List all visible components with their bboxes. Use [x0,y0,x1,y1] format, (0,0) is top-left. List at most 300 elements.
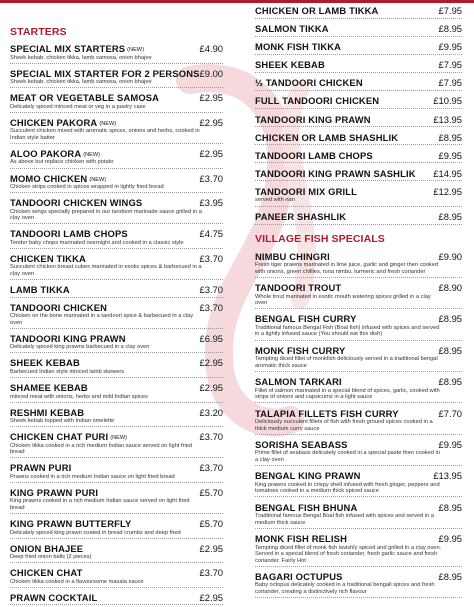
menu-item-price: £8.95 [438,344,462,356]
menu-item-description: Sheek kebab topped with Indian omelette [10,418,115,425]
menu-item-name-text: TANDOORI LAMB CHOPS [10,228,128,240]
menu-item-name [10,253,86,264]
menu-item-header [255,114,462,125]
menu-item [255,114,462,130]
menu-item [10,382,223,405]
menu-item-description: Sheek kebab, chicken tikka, lamb samosa, onion bhajee [10,79,152,86]
dotted-divider [255,371,462,372]
menu-item [10,68,223,91]
menu-item [255,168,462,184]
menu-item-header [10,487,223,498]
menu-item [255,77,462,93]
menu-item-description: King prawns cooked in a rich medium Indian sauce served on light fried bread [10,498,190,512]
menu-item-price: £2.95 [199,116,223,128]
menu-item [10,148,223,171]
menu-item-name [255,5,378,16]
menu-item-name [255,282,341,293]
menu-item [10,302,223,331]
menu-item-header [255,345,462,356]
menu-item-header [10,592,223,603]
menu-item [255,5,462,21]
menu-item-name-text: SALMON TARKARI [255,376,342,388]
right-column [255,5,462,600]
menu-item-name-text: MEAT OR VEGETABLE SAMOSA [10,92,160,104]
dotted-divider [10,223,223,224]
menu-item-header [255,470,462,481]
menu-item-header [255,251,462,262]
dotted-divider [255,54,462,55]
menu-item-header [255,533,462,544]
menu-item-price: £14.95 [433,167,462,179]
menu-item-header [10,284,223,295]
dotted-divider [255,465,462,466]
menu-item [10,431,223,460]
menu-item [255,23,462,39]
menu-item-header [255,59,462,70]
menu-item [255,502,462,531]
menu-item-name [255,132,398,143]
dotted-divider [255,126,462,127]
menu-item-price: £3.70 [199,431,223,443]
menu-item-name [10,302,107,313]
dotted-divider [10,279,223,280]
menu-item-name-text: TANDOORI KING PRAWN [255,113,371,125]
dotted-divider [10,457,223,458]
menu-item-header [255,408,462,419]
menu-item [255,59,462,75]
menu-item-price: £9.90 [438,250,462,262]
menu-item [10,543,223,566]
menu-item-name-text: SHEEK KEBAB [255,59,325,71]
menu-item-price: £8.90 [438,282,462,293]
menu-item [10,592,223,607]
village-fish-title: VILLAGE FISH SPECIALS [255,232,385,245]
menu-item-name [10,173,106,184]
menu-item-name [10,43,144,54]
menu-item-price: £5.70 [199,486,223,498]
menu-item-description: Delicately spiced minced meat or veg in a pastry case [10,103,146,110]
dotted-divider [255,180,462,181]
menu-item-header [255,186,462,197]
dotted-divider [10,192,223,193]
menu-item-description: Baby octopus delicately cooked in a traditional bengali spices and fresh coriander, creating a distinctively rich flavour [255,582,435,596]
menu-item-name [10,487,98,498]
menu-item-header [10,357,223,368]
dotted-divider [10,587,223,588]
menu-item-description: As above but replace chicken with potato [10,159,114,166]
menu-item-price: £8.95 [438,131,462,143]
menu-item-price: £2.95 [199,357,223,369]
menu-item-price: £3.70 [199,301,223,313]
menu-item-price: £7.95 [438,77,462,89]
dotted-divider [10,426,223,427]
menu-item-name-text: SHEEK KEBAB [10,357,80,369]
menu-item-description: Barbecued Indian style minced lamb skewers [10,368,125,375]
menu-item-name [10,543,83,554]
menu-item-header [10,462,223,473]
dotted-divider [255,340,462,341]
menu-item [10,567,223,590]
menu-item-price: £6.95 [199,332,223,344]
menu-item-name-text: RESHMI KEBAB [10,406,85,418]
menu-item-name-text: ALOO PAKORA [10,147,82,159]
menu-item-name-text: TANDOORI KING PRAWN SASHLIK [255,167,416,179]
menu-item-description: Tender baby chops marinated overnight and cooked in a classic style [10,239,184,246]
menu-item-name-text: ONION BHAJEE [10,542,84,554]
menu-item-header [10,117,223,128]
menu-item-price: £7.95 [438,59,462,71]
dotted-divider [255,36,462,37]
menu-item-header [255,502,462,513]
menu-item-name [255,77,363,88]
menu-item-description: minced meat with onions, herbs and mild Indian spices [10,393,148,400]
menu-item-name [255,571,343,582]
menu-item-header [10,228,223,239]
menu-item-name [255,251,330,262]
menu-item-header [10,518,223,529]
menu-item-name [10,92,159,103]
menu-item-header [10,431,223,442]
menu-item-name [255,114,371,125]
menu-item-name-text: BENGAL FISH BHUNA [255,501,358,513]
menu-item-name-text: PRAWN PURI [10,462,72,474]
menu-item-name-text: ½ TANDOORI CHICKEN [255,77,363,89]
menu-item-name-text: LAMB TIKKA [10,284,70,296]
starters-title: STARTERS [10,26,67,38]
dotted-divider [255,496,462,497]
menu-item-header [255,5,462,16]
menu-item-name [255,470,361,481]
menu-item-name-text: TANDOORI KING PRAWN [10,332,126,344]
menu-item-description: Fillet of salmon marinated in a special blend of spices, garlic, cooked with strips of onions and capsicums in a light sauce [255,387,440,401]
menu-item [255,439,462,468]
menu-item-name-text: TANDOORI MIX GRILL [255,185,357,197]
dotted-divider [255,144,462,145]
dotted-divider [255,434,462,435]
menu-item-header [255,211,462,222]
menu-item-price: £9.95 [438,438,462,450]
menu-item [255,132,462,148]
dotted-divider [10,168,223,169]
new-tag: (NEW) [99,120,117,127]
menu-item-name-text: BENGAL FISH CURRY [255,313,357,325]
menu-item-name [255,533,347,544]
menu-item-price: £3.70 [199,252,223,264]
menu-item-header [10,148,223,159]
menu-item-header [10,173,223,184]
menu-item [255,150,462,166]
dotted-divider [10,377,223,378]
menu-item-header [10,302,223,313]
dotted-divider [10,513,223,514]
menu-item-name [255,345,345,356]
menu-item [255,186,462,209]
menu-item-price: £8.95 [438,313,462,325]
menu-item [255,211,462,227]
menu-item [255,470,462,499]
dotted-divider [10,538,223,539]
menu-item-description: Delicately spiced king prawns barbecued in a clay oven [10,344,150,351]
menu-item [255,408,462,437]
menu-item-description: King prawns cooked in crispy shell infused with fresh ginger, peppers and tomatoes cooked in a medium thick spiced sauce [255,481,440,495]
grills-list [255,5,462,227]
menu-item-name [10,518,131,529]
menu-item-header [255,313,462,324]
menu-item-price: £8.95 [438,501,462,513]
menu-item-name-text: SORISHA SEABASS [255,438,348,450]
menu-item-name-text: CHICKEN CHAT [10,567,83,579]
menu-item [255,345,462,374]
menu-item-description: Deliciously succulent fillets of fish with fresh ground spices cooked in a thick medium curry sauce [255,419,433,432]
menu-item-price: £9.95 [438,533,462,544]
dotted-divider [10,248,223,249]
menu-item-name [255,211,346,222]
menu-item-name-text: TANDOORI CHICKEN WINGS [10,197,143,209]
menu-item-header [255,439,462,450]
menu-item-header [255,77,462,88]
menu-item-name-text: BENGAL KING PRAWN [255,470,361,482]
dotted-divider [255,18,462,19]
menu-item [10,43,223,66]
menu-item-header [255,23,462,34]
menu-item-price: £8.95 [438,211,462,223]
menu-item-header [10,68,223,79]
menu-item [255,282,462,311]
menu-item-description: Prawns cooked in a rich medium Indian sauce on light fried bread [10,473,175,480]
menu-item-header [10,543,223,554]
menu-item-description: Delicately spiced king prawn coated in bread crumbs and deep fried [10,529,181,536]
menu-item-header [10,253,223,264]
menu-item-description: Deep fried onion balls (2 pieces) [10,554,92,561]
menu-item-header [255,282,462,293]
menu-item-name [255,59,325,70]
menu-item-name [255,150,373,161]
menu-item-description: Chicken tikka cooked in a flavoursome masala sauce [10,578,144,585]
menu-item-header [255,376,462,387]
menu-item-header [10,407,223,418]
menu-item-header [255,132,462,143]
menu-item-description: Chicken strips cooked in spices wrapped in lightly fried bread [10,184,164,191]
menu-item-price: £5.70 [199,518,223,530]
dotted-divider [10,328,223,329]
menu-item-name [255,408,399,419]
new-tag: (NEW) [83,151,101,158]
menu-item-price: £3.20 [199,406,223,418]
menu-item [10,357,223,380]
menu-item-name [10,68,200,79]
menu-item-description: Succulent chicken mixed with aromatic spices, onions and herbs, cooked in Indian style batter [10,128,200,141]
menu-item-name-text: SPECIAL MIX STARTER FOR 2 PERSONS [10,67,200,79]
menu-item-price: £8.95 [438,23,462,35]
menu-item-name [255,439,348,450]
menu-item-price: £8.95 [438,376,462,388]
dotted-divider [255,162,462,163]
dotted-divider [255,308,462,309]
menu-item [10,228,223,251]
menu-item-description: served with nan [255,197,295,204]
menu-item-name-text: CHICKEN PAKORA [10,116,98,128]
menu-item [255,376,462,405]
menu-item-description: Chicken tikka cooked in a rich medium Indian sauce served on light fried bread [10,442,193,456]
menu-item-name [10,462,71,473]
village-fish-list [255,251,462,601]
menu-item-name [255,313,357,324]
menu-item-header [255,150,462,161]
menu-item-header [255,168,462,179]
menu-item-name [10,382,88,393]
menu-item-name-text: TANDOORI LAMB CHOPS [255,149,373,161]
menu-item-name [10,117,116,128]
menu-item-description: Prime fillet of seabass delicately cooked in a special paste then cooked in a clay oven [255,450,440,463]
menu-item-name-text: TANDOORI CHICKEN [10,301,108,313]
menu-item-name [255,186,357,197]
menu-item-name [10,357,80,368]
menu-item-name [10,228,128,239]
menu-item-price: £3.70 [199,284,223,296]
dotted-divider [10,604,223,605]
menu-item-name-text: CHICKEN CHAT PURI [10,431,109,443]
menu-item-header [10,92,223,103]
menu-item-name-text: SPECIAL MIX STARTERS [10,43,126,54]
menu-item-name-text: SHAMEE KEBAB [10,382,88,393]
menu-item-name [10,567,82,578]
dotted-divider [10,482,223,483]
menu-item-header [10,43,223,54]
menu-item-name [10,148,100,159]
menu-item-price: £9.95 [438,41,462,53]
menu-item [10,462,223,485]
menu-item [255,571,462,600]
menu-item-description: Sheek kebab, chicken tikka, lamb samosa, onion bhajee [10,54,152,61]
menu-item-price: £2.95 [199,147,223,159]
new-tag: (NEW) [127,47,144,53]
menu-item-description: Tempting diced fillet of monkfish deliciously served in a traditional bengal aromatic thick sauce [255,356,438,369]
menu-item-name [10,333,126,344]
menu-item-name-text: TANDOORI TROUT [255,282,342,293]
menu-item-price: £2.95 [199,382,223,393]
menu-item-header [255,95,462,106]
dotted-divider [10,352,223,353]
menu-item-price: £2.95 [199,92,223,104]
menu-item [10,197,223,226]
menu-item-price: £3.70 [199,172,223,184]
menu-item-name-text: MONK FISH RELISH [255,533,347,544]
menu-item-header [10,333,223,344]
menu-item-price: £10.95 [433,95,462,107]
menu-item [255,313,462,342]
menu-item-name-text: PRAWN COCKTAIL [10,591,98,603]
dotted-divider [10,297,223,298]
dotted-divider [255,277,462,278]
menu-item-name-text: BAGARI OCTUPUS [255,570,343,582]
menu-item-name [255,23,329,34]
menu-item-price: £3.70 [199,462,223,474]
dotted-divider [255,108,462,109]
menu-item [255,41,462,57]
menu-item-header [255,571,462,582]
menu-item-name-text: KING PRAWN BUTTERFLY [10,518,132,530]
menu-item-name [10,592,97,603]
menu-item-price: £2.95 [199,591,223,603]
dotted-divider [255,90,462,91]
dotted-divider [255,206,462,207]
dotted-divider [10,63,223,64]
menu-item-price: £7.70 [438,407,462,419]
menu-item-name-text: CHICKEN OR LAMB TIKKA [255,5,379,16]
menu-item [10,518,223,541]
menu-item-price: £13.95 [433,113,462,125]
menu-item-name-text: MOMO CHICKEN [10,172,88,184]
menu-item-price: £12.95 [433,185,462,197]
menu-item-name-text: PANEER SHASHLIK [255,211,347,223]
dotted-divider [10,112,223,113]
menu-item-name [255,168,416,179]
menu-item [10,284,223,300]
dotted-divider [255,224,462,225]
menu-item-name-text: MONK FISH TIKKA [255,41,342,53]
menu-item-price: £9.00 [199,67,223,79]
menu-item [255,533,462,569]
menu-item [10,333,223,356]
dotted-divider [10,143,223,144]
dotted-divider [10,562,223,563]
menu-item-name [10,407,84,418]
menu-item-description: Traditional famous Bengal Boal fish infused with spices and served in a medium thick sauce [255,513,435,526]
starters-section [10,26,223,607]
menu-item [10,117,223,146]
menu-item-name [255,95,379,106]
menu-item-description: Chicken wings specially prepared in our tandoori marinade sauce grilled in a clay oven [10,208,202,222]
menu-item-price: £8.95 [438,570,462,582]
menu-item-name [255,502,357,513]
starters-list [10,43,223,607]
dotted-divider [10,87,223,88]
menu-item-description: Traditional famous Bengal Fish (Boal fish) infused with spices and served in a lightly infused sauce (You should eat this dish) [255,324,440,338]
menu-item [10,407,223,430]
menu-item-description: Tempting diced fillet of monk fish lavishly spiced and grilled in a clay oven. Served in a special blend of fresh coriander, fresh garlic sauce and fresh coriander. Fairly Hot [255,544,442,564]
menu-item-name-text: FULL TANDOORI CHICKEN [255,95,380,107]
menu-item-name-text: SALMON TIKKA [255,23,329,35]
menu-item-name-text: CHICKEN OR LAMB SHASHLIK [255,131,399,143]
menu-item-header [10,382,223,393]
menu-item-header [255,41,462,52]
menu-item-header [10,197,223,208]
menu-item-name [10,197,142,208]
new-tag: (NEW) [110,435,127,442]
menu-item-name [255,41,341,52]
dotted-divider [255,566,462,567]
menu-item [10,173,223,196]
menu-item [10,253,223,282]
dotted-divider [10,402,223,403]
menu-item-name [255,376,342,387]
menu-item-name-text: CHICKEN TIKKA [10,252,86,264]
top-accent-bar [0,0,474,3]
menu-item-price: £3.70 [199,567,223,579]
menu-item-price: £9.95 [438,149,462,161]
menu-item [255,251,462,280]
menu-item [10,92,223,115]
menu-item-description: Chicken on the bone marinated in a tandoori spice & barbecued in a clay oven [10,313,194,326]
menu-item-header [10,567,223,578]
dotted-divider [255,402,462,403]
dotted-divider [255,528,462,529]
menu-item-name-text: KING PRAWN PURI [10,486,99,498]
menu-item-price: £13.95 [433,470,462,482]
menu-item-description: Succulent chicken breast cubes marinated in exotic spices & barbecued in a clay oven [10,264,202,278]
menu-item-name-text: NIMBU CHINGRI [255,250,330,262]
dotted-divider [255,597,462,598]
